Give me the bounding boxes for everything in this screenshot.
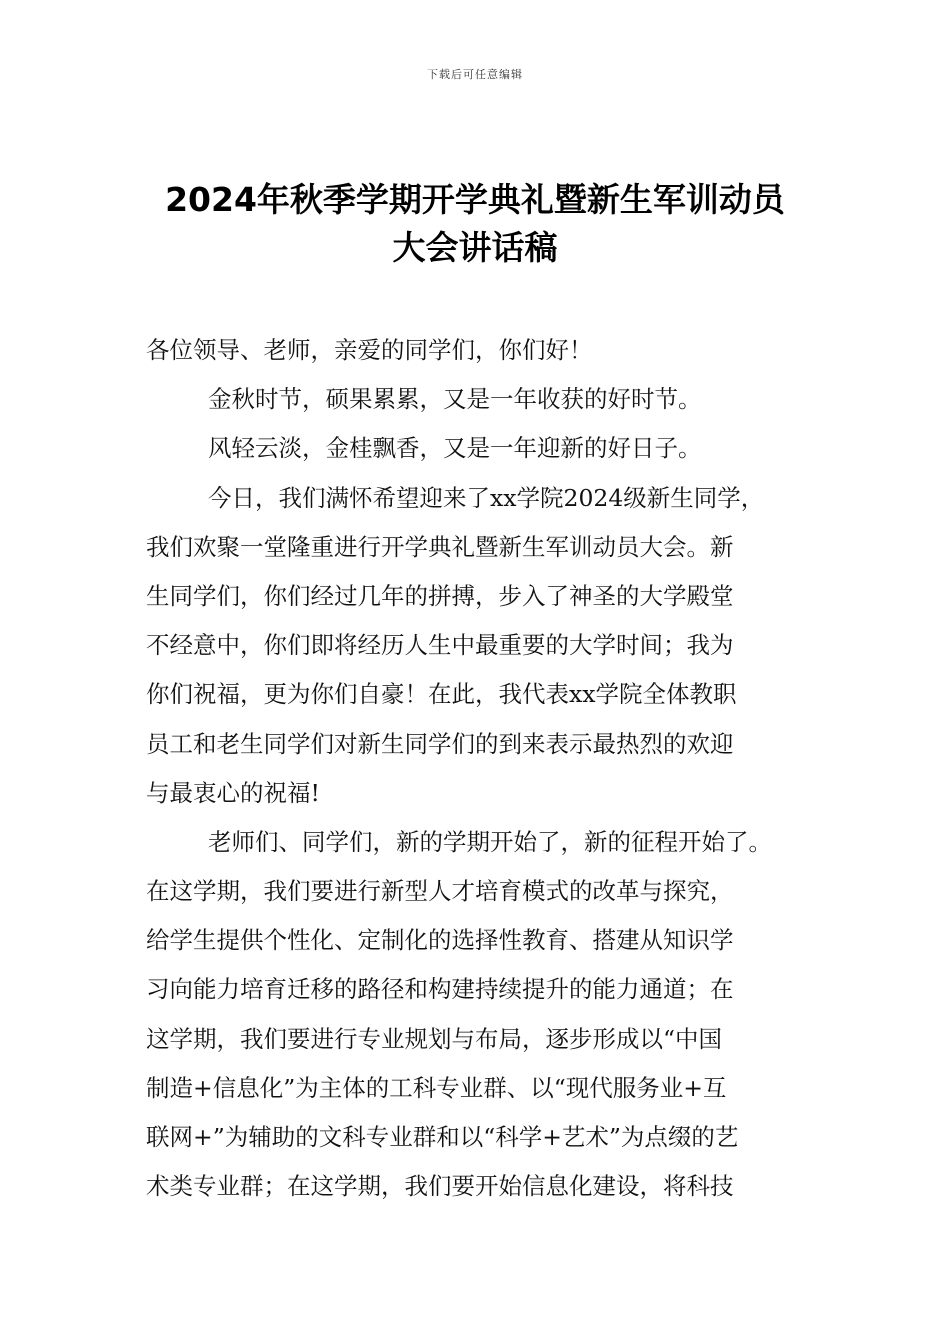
paragraph-line: 与最衷心的祝福!: [146, 778, 320, 807]
paragraph-line: 我们欢聚一堂隆重进行开学典礼暨新生军训动员大会。新: [146, 532, 734, 561]
paragraph-line: 不经意中，你们即将经历人生中最重要的大学时间；我为: [146, 631, 734, 660]
paragraph-line: 给学生提供个性化、定制化的选择性教育、搭建从知识学: [146, 926, 734, 955]
paragraph-line: 生同学们，你们经过几年的拼搏，步入了神圣的大学殿堂: [146, 581, 734, 610]
paragraph-line: 这学期，我们要进行专业规划与布局，逐步形成以“中国: [146, 1024, 723, 1053]
document-body: [146, 332, 836, 1217]
paragraph-line: 制造+信息化”为主体的工科专业群、以“现代服务业+互: [146, 1073, 727, 1102]
paragraph-line: 金秋时节，硕果累累，又是一年收获的好时节。: [208, 385, 702, 414]
paragraph-line: 联网+”为辅助的文科专业群和以“科学+艺术”为点缀的艺: [146, 1123, 739, 1151]
paragraph-line: 今日，我们满怀希望迎来了xx学院2024级新生同学，: [208, 483, 765, 512]
paragraph-line: 老师们、同学们，新的学期开始了，新的征程开始了。: [208, 827, 772, 856]
paragraph-line: 术类专业群；在这学期，我们要开始信息化建设，将科技: [146, 1172, 734, 1201]
document-title: [110, 176, 840, 272]
paragraph-line: 你们祝福，更为你们自豪！在此，我代表xx学院全体教职: [146, 680, 737, 709]
paragraph-line: 习向能力培育迁移的路径和构建持续提升的能力通道；在: [146, 975, 734, 1004]
paragraph-line: 风轻云淡，金桂飘香，又是一年迎新的好日子。: [208, 434, 702, 463]
paragraph-line: 员工和老生同学们对新生同学们的到来表示最热烈的欢迎: [146, 729, 734, 758]
title-line-2: 大会讲话稿: [392, 228, 558, 267]
title-line-1: 2024年秋季学期开学典礼暨新生军训动员: [165, 180, 785, 219]
salutation-line: 各位领导、老师，亲爱的同学们，你们好！: [146, 336, 593, 364]
header-note: 下载后可任意编辑: [427, 68, 523, 81]
paragraph-line: 在这学期，我们要进行新型人才培育模式的改革与探究，: [146, 877, 734, 906]
